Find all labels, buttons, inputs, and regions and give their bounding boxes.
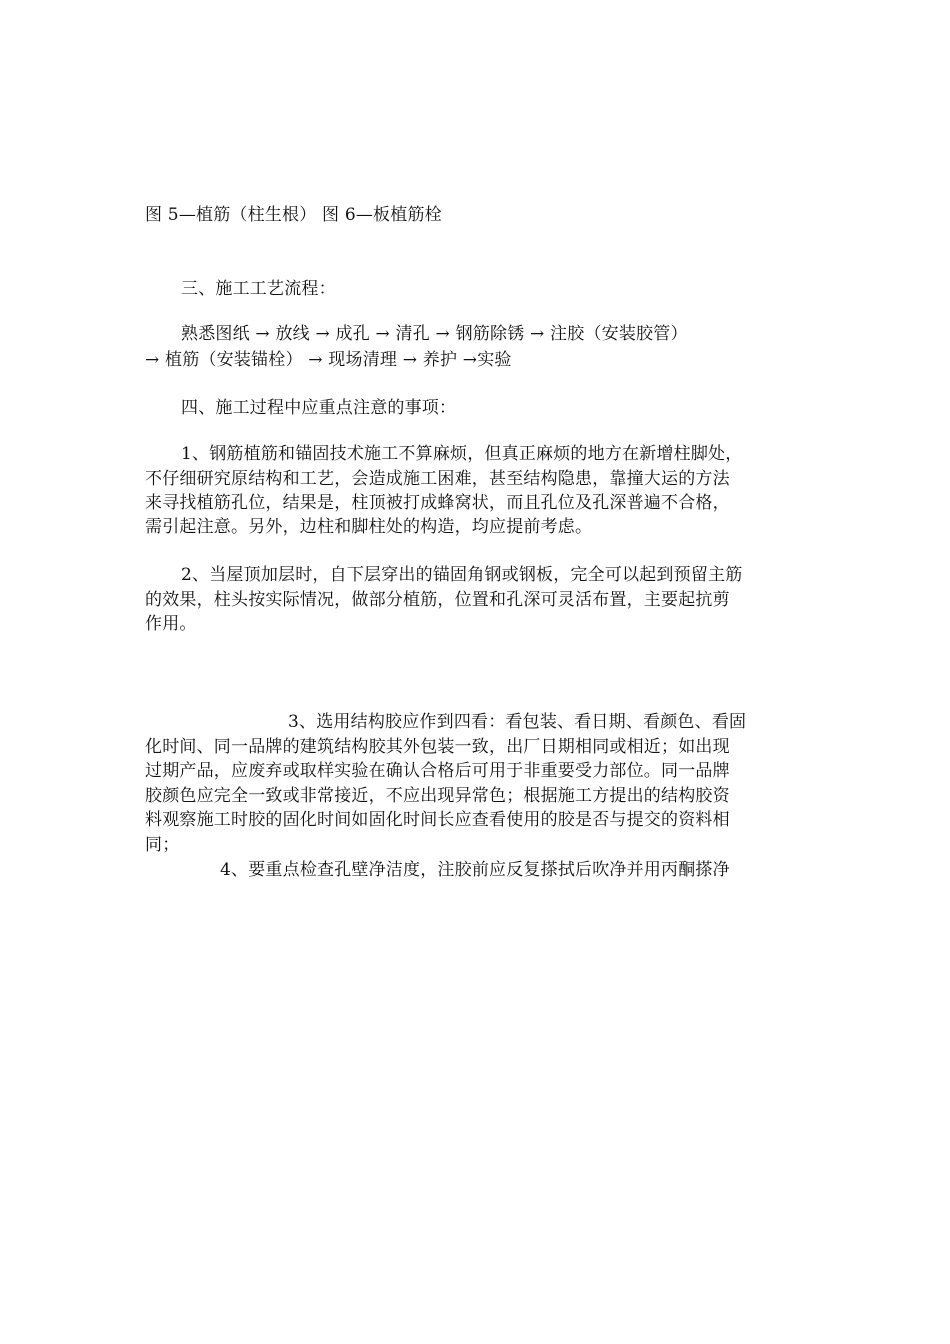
flow-line-1: 熟悉图纸 → 放线 → 成孔 → 清孔 → 钢筋除锈 → 注胶（安装胶管） xyxy=(181,324,688,344)
item-1-line-4: 需引起注意。另外，边柱和脚柱处的构造，均应提前考虑。 xyxy=(145,517,593,537)
item-3-line-6: 同； xyxy=(145,835,180,855)
item-3-line-2: 化时间、同一品牌的建筑结构胶其外包装一致，出厂日期相同或相近；如出现 xyxy=(145,737,730,757)
item-2-line-3: 作用。 xyxy=(145,614,197,634)
section-4-heading: 四、施工过程中应重点注意的事项： xyxy=(181,398,457,418)
item-3-line-3: 过期产品，应废弃或取样实验在确认合格后可用于非重要受力部位。同一品牌 xyxy=(145,761,730,781)
item-3-line-1: 3、选用结构胶应作到四看：看包装、看日期、看颜色、看固 xyxy=(288,712,747,732)
section-3-heading: 三、施工工艺流程： xyxy=(181,279,336,299)
flow-line-2: → 植筋（安装锚栓） → 现场清理 → 养护 →实验 xyxy=(145,350,512,370)
item-3-line-5: 料观察施工时胶的固化时间如固化时间长应查看使用的胶是否与提交的资料相 xyxy=(145,810,730,830)
item-4-line-1: 4、要重点检查孔壁净洁度，注胶前应反复搽拭后吹净并用丙酮搽净 xyxy=(220,860,730,880)
item-2-line-2: 的效果，柱头按实际情况，做部分植筋，位置和孔深可灵活布置，主要起抗剪 xyxy=(145,590,730,610)
item-2-line-1: 2、当屋顶加层时，自下层穿出的锚固角钢或钢板，完全可以起到预留主筋 xyxy=(181,565,743,585)
item-1-line-2: 不仔细研究原结构和工艺，会造成施工困难，甚至结构隐患，靠撞大运的方法 xyxy=(145,469,730,489)
figure-caption: 图 5—植筋（柱生根） 图 6—板植筋栓 xyxy=(145,205,442,225)
item-1-line-1: 1、钢筋植筋和锚固技术施工不算麻烦，但真正麻烦的地方在新增柱脚处， xyxy=(181,444,743,464)
item-1-line-3: 来寻找植筋孔位，结果是，柱顶被打成蜂窝状，而且孔位及孔深普遍不合格， xyxy=(145,493,730,513)
item-3-line-4: 胶颜色应完全一致或非常接近，不应出现异常色；根据施工方提出的结构胶资 xyxy=(145,786,730,806)
